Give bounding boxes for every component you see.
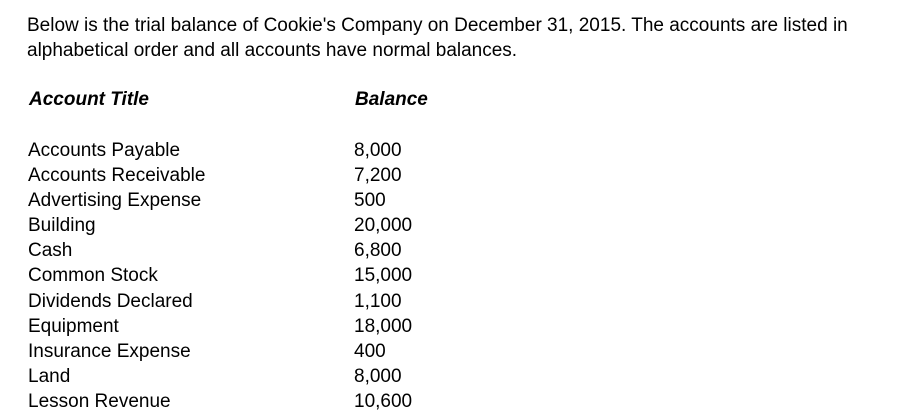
- table-row: [0, 238, 898, 263]
- account-title-cell: Lesson Revenue: [28, 390, 171, 412]
- account-title-cell: Common Stock: [28, 265, 158, 287]
- table-header: [0, 88, 898, 112]
- table-row: [0, 339, 898, 364]
- account-title-cell: Cash: [28, 240, 73, 262]
- table-row: [0, 289, 898, 314]
- balance-cell: 10,600: [354, 390, 413, 412]
- balance-header: Balance: [355, 89, 428, 110]
- intro-paragraph: Below is the trial balance of Cookie's Company on December 31, 2015. The accounts are listed in alphabetical order and all accounts have normal balances.: [27, 15, 848, 61]
- table-row: [0, 213, 898, 238]
- balance-cell: 8,000: [354, 365, 402, 387]
- account-title-cell: Dividends Declared: [28, 290, 193, 312]
- table-row: [0, 138, 898, 163]
- table-row: [0, 188, 898, 213]
- table-row: [0, 364, 898, 389]
- account-title-cell: Advertising Expense: [28, 190, 202, 212]
- account-title-cell: Building: [28, 215, 96, 237]
- balance-cell: 7,200: [354, 165, 402, 187]
- balance-cell: 6,800: [354, 240, 402, 262]
- balance-cell: 1,100: [354, 290, 402, 312]
- balance-cell: 400: [354, 340, 386, 362]
- trial-balance-rows: [0, 138, 898, 414]
- account-title-cell: Equipment: [28, 315, 119, 337]
- table-row: [0, 263, 898, 288]
- account-title-cell: Land: [28, 365, 71, 387]
- table-row: [0, 163, 898, 188]
- balance-cell: 8,000: [354, 140, 402, 161]
- balance-cell: 500: [354, 190, 386, 212]
- balance-cell: 15,000: [354, 265, 413, 287]
- balance-cell: 20,000: [354, 215, 413, 237]
- account-title-cell: Accounts Receivable: [28, 165, 206, 187]
- account-title-cell: Accounts Payable: [28, 140, 181, 161]
- balance-cell: 18,000: [354, 315, 413, 337]
- account-title-header: Account Title: [29, 89, 149, 110]
- account-title-cell: Insurance Expense: [28, 340, 191, 362]
- table-row: [0, 389, 898, 414]
- table-row: [0, 314, 898, 339]
